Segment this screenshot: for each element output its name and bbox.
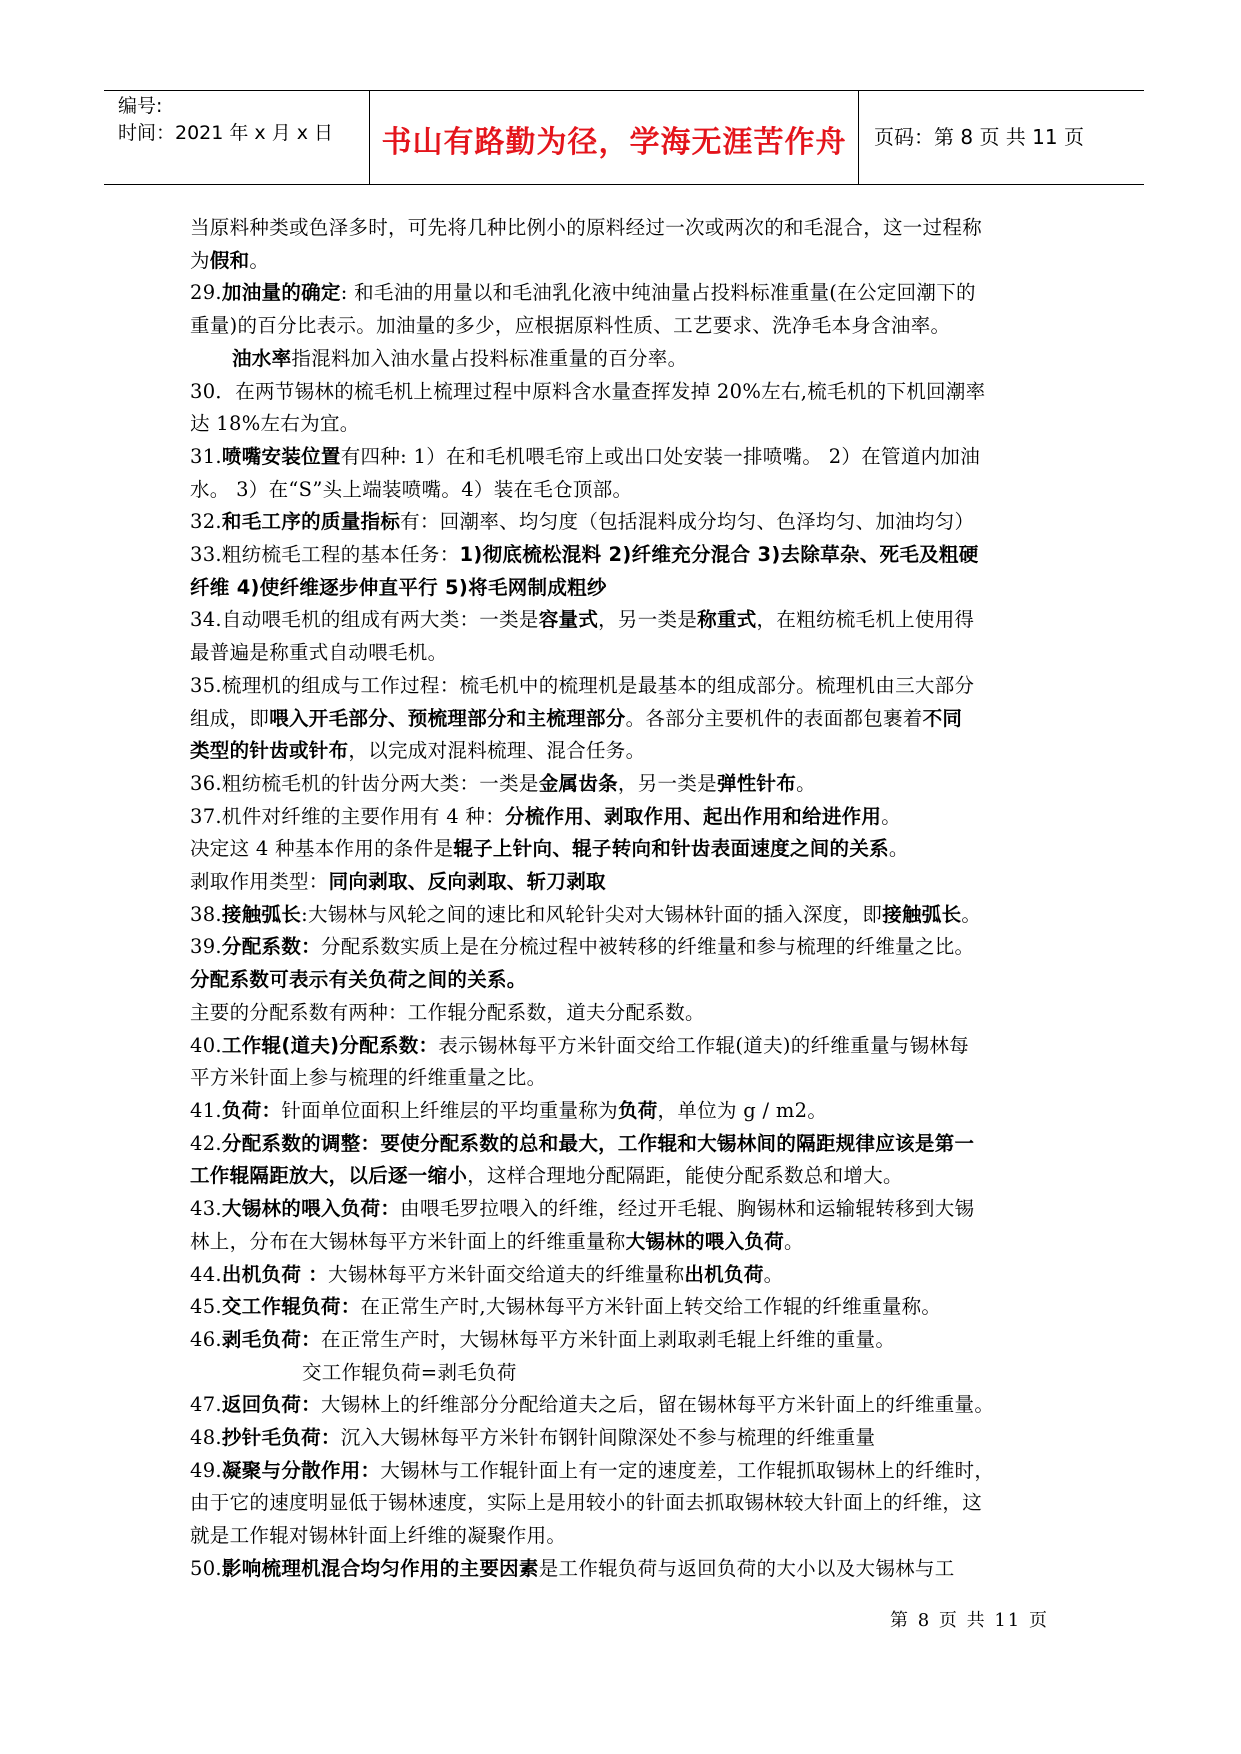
text-segment: 为 bbox=[190, 248, 210, 272]
header-meta bbox=[118, 93, 333, 147]
text-segment: 大锡林与工作辊针面上有一定的速度差，工作辊抓取锡林上的纤维时， bbox=[380, 1458, 995, 1482]
text-segment: ，以完成对混料梳理、混合任务。 bbox=[348, 739, 646, 763]
text-line bbox=[190, 1455, 1070, 1488]
text-segment: 30．在两节锡林的梳毛机上梳理过程中原料含水量查挥发掉 20%左右,梳毛机的下机回潮率 bbox=[190, 379, 986, 403]
bold-term: 喂入开毛部分、预梳理部分和主梳理部分 bbox=[269, 706, 626, 730]
text-segment: 。 bbox=[249, 248, 270, 272]
bold-term: 加油量的确定 bbox=[221, 281, 341, 305]
text-segment: 针面单位面积上纤维层的平均重量称为 bbox=[281, 1098, 618, 1122]
text-line bbox=[190, 1259, 1070, 1292]
text-line bbox=[190, 833, 1070, 866]
header-motto: 书山有路勤为径，学海无涯苦作舟 bbox=[381, 125, 847, 160]
bold-term: 出机负荷 bbox=[684, 1262, 764, 1286]
text-line bbox=[190, 1193, 1070, 1226]
text-segment: 31. bbox=[190, 444, 222, 468]
bold-term: 分配系数： bbox=[221, 935, 321, 959]
text-line bbox=[190, 1422, 1070, 1455]
text-line bbox=[190, 474, 1070, 507]
bold-term: 返回负荷： bbox=[221, 1393, 321, 1417]
text-segment: 33.粗纺梳毛工程的基本任务： bbox=[190, 543, 460, 567]
text-line bbox=[190, 376, 1070, 409]
text-line bbox=[190, 964, 1070, 997]
header-divider bbox=[858, 91, 859, 184]
text-segment: 最普遍是称重式自动喂毛机。 bbox=[190, 641, 448, 665]
bold-term: 假和 bbox=[209, 248, 250, 272]
bold-term: 出机负荷 ： bbox=[221, 1262, 329, 1286]
text-segment: 组成，即 bbox=[190, 706, 270, 730]
bold-term: 金属齿条 bbox=[538, 771, 618, 795]
bold-term: 交工作辊负荷： bbox=[221, 1295, 361, 1319]
text-segment: 有四种: 1）在和毛机喂毛帘上或出口处安装一排喷嘴。 2）在管道内加油 bbox=[340, 444, 981, 468]
bold-term: 影响梳理机混合均匀作用的主要因素 bbox=[221, 1556, 539, 1580]
text-line bbox=[190, 441, 1070, 474]
text-line bbox=[190, 343, 1070, 376]
text-segment: ，另一类是 bbox=[598, 608, 698, 632]
text-line bbox=[190, 1553, 1070, 1586]
text-segment: 49. bbox=[190, 1458, 222, 1482]
header-divider bbox=[369, 91, 370, 184]
text-line bbox=[190, 1487, 1070, 1520]
text-line bbox=[190, 310, 1070, 343]
text-segment: 。 bbox=[888, 837, 909, 861]
text-segment: 。 bbox=[961, 902, 982, 926]
bold-term: 接触弧长 bbox=[221, 902, 302, 926]
text-segment: 达 18%左右为宜。 bbox=[190, 412, 360, 436]
text-segment: 由喂毛罗拉喂入的纤维，经过开毛辊、胸锡林和运输辊转移到大锡 bbox=[400, 1197, 975, 1221]
text-segment: 44. bbox=[190, 1262, 222, 1286]
bold-term: 同向剥取、反向剥取、斩刀剥取 bbox=[328, 870, 606, 894]
bold-term: 分梳作用、剥取作用、起出作用和给进作用 bbox=[505, 804, 882, 828]
bold-term: 纤维 4)使纤维逐步伸直平行 5)将毛网制成粗纱 bbox=[190, 575, 607, 599]
text-segment: 48. bbox=[190, 1426, 222, 1450]
text-segment: 47. bbox=[190, 1393, 222, 1417]
text-segment: 交工作辊负荷=剥毛负荷 bbox=[302, 1360, 517, 1384]
text-segment: 43. bbox=[190, 1197, 222, 1221]
bold-term: 不同 bbox=[922, 706, 963, 730]
text-segment: 平方米针面上参与梳理的纤维重量之比。 bbox=[190, 1066, 547, 1090]
text-line bbox=[190, 670, 1070, 703]
text-segment: 在正常生产时，大锡林每平方米针面上剥取剥毛辊上纤维的重量。 bbox=[320, 1327, 896, 1351]
text-segment: 32. bbox=[190, 510, 222, 534]
text-segment: 37.机件对纤维的主要作用有 4 种： bbox=[190, 804, 506, 828]
text-line bbox=[190, 703, 1070, 736]
bold-term: 接触弧长 bbox=[882, 902, 962, 926]
text-line bbox=[190, 1062, 1070, 1095]
text-segment: 主要的分配系数有两种：工作辊分配系数，道夫分配系数。 bbox=[190, 1000, 705, 1024]
text-segment: 决定这 4 种基本作用的条件是 bbox=[190, 837, 454, 861]
text-line bbox=[190, 1160, 1070, 1193]
text-line bbox=[190, 637, 1070, 670]
text-segment: 就是工作辊对锡林针面上纤维的凝聚作用。 bbox=[190, 1524, 567, 1548]
text-line bbox=[190, 506, 1070, 539]
bold-term: 容量式 bbox=[538, 608, 599, 632]
text-segment: : 和毛油的用量以和毛油乳化液中纯油量占投料标准重量(在公定回潮下的 bbox=[340, 281, 976, 305]
text-segment: 。 bbox=[784, 1229, 804, 1253]
text-segment: 46. bbox=[190, 1327, 222, 1351]
page-header bbox=[104, 90, 1144, 185]
text-segment: 由于它的速度明显低于锡林速度，实际上是用较小的针面去抓取锡林较大针面上的纤维，这 bbox=[190, 1491, 983, 1515]
text-line bbox=[190, 768, 1070, 801]
text-segment: 34.自动喂毛机的组成有两大类：一类是 bbox=[190, 608, 539, 632]
text-segment: 剥取作用类型： bbox=[190, 870, 329, 894]
text-line bbox=[190, 1226, 1070, 1259]
bold-term: 弹性针布 bbox=[716, 771, 797, 795]
text-segment: 41. bbox=[190, 1098, 222, 1122]
text-line bbox=[190, 245, 1070, 278]
text-segment: 当原料种类或色泽多时，可先将几种比例小的原料经过一次或两次的和毛混合，这一过程称 bbox=[190, 216, 983, 239]
text-segment: :大锡林与风轮之间的速比和风轮针尖对大锡林针面的插入深度，即 bbox=[301, 902, 883, 926]
text-line bbox=[190, 1324, 1070, 1357]
text-segment: 在正常生产时,大锡林每平方米针面上转交给工作辊的纤维重量称。 bbox=[360, 1295, 942, 1319]
number-label: 编号: bbox=[118, 95, 163, 117]
text-segment: 有：回潮率、均匀度（包括混料成分均匀、色泽均匀、加油均匀） bbox=[400, 510, 975, 534]
text-line bbox=[190, 801, 1070, 834]
bold-term: 大锡林的喂入负荷 bbox=[625, 1229, 785, 1253]
text-line bbox=[190, 1291, 1070, 1324]
text-segment: 50. bbox=[190, 1556, 222, 1580]
text-line bbox=[190, 1357, 1070, 1390]
text-segment: 大锡林上的纤维部分分配给道夫之后，留在锡林每平方米针面上的纤维重量。 bbox=[320, 1393, 995, 1417]
text-segment: 。各部分主要机件的表面都包裹着 bbox=[625, 706, 923, 730]
text-line bbox=[190, 408, 1070, 441]
text-segment: 38. bbox=[190, 902, 222, 926]
bold-term: 1)彻底梳松混料 2)纤维充分混合 3)去除草杂、死毛及粗硬 bbox=[459, 543, 979, 567]
text-line bbox=[190, 931, 1070, 964]
text-segment: 沉入大锡林每平方米针布钢针间隙深处不参与梳理的纤维重量 bbox=[340, 1426, 876, 1450]
text-segment: 。 bbox=[763, 1262, 784, 1286]
text-segment: 。 bbox=[796, 771, 816, 795]
bold-term: 称重式 bbox=[697, 608, 757, 632]
text-segment: 40. bbox=[190, 1033, 222, 1057]
bold-term: 工作辊(道夫)分配系数： bbox=[221, 1033, 439, 1057]
bold-term: 抄针毛负荷： bbox=[221, 1426, 341, 1450]
text-segment: ，这样合理地分配隔距，能使分配系数总和增大。 bbox=[467, 1164, 903, 1188]
bold-term: 类型的针齿或针布 bbox=[190, 739, 349, 763]
bold-term: 辊子上针向、辊子转向和针齿表面速度之间的关系 bbox=[453, 837, 889, 861]
page-footer: 第 8 页 共 11 页 bbox=[890, 1610, 1049, 1631]
text-line bbox=[190, 1128, 1070, 1161]
bold-term: 大锡林的喂入负荷： bbox=[221, 1197, 401, 1221]
document-body bbox=[190, 212, 1070, 1586]
bold-term: 分配系数可表示有关负荷之间的关系。 bbox=[190, 968, 527, 992]
text-segment: ，另一类是 bbox=[617, 771, 717, 795]
bold-term: 分配系数的调整：要使分配系数的总和最大，工作辊和大锡林间的隔距规律应该是第一 bbox=[221, 1131, 975, 1155]
text-line bbox=[190, 1030, 1070, 1063]
text-segment: 水。 3）在“S”头上端装喷嘴。4）装在毛仓顶部。 bbox=[190, 477, 633, 501]
text-line bbox=[190, 212, 1070, 245]
text-line bbox=[190, 1520, 1070, 1553]
text-segment: 45. bbox=[190, 1295, 222, 1319]
bold-term: 负荷 bbox=[617, 1098, 658, 1122]
text-segment: 35.梳理机的组成与工作过程：梳毛机中的梳理机是最基本的组成部分。梳理机由三大部分 bbox=[190, 673, 975, 697]
text-segment: 重量)的百分比表示。加油量的多少，应根据原料性质、工艺要求、洗净毛本身含油率。 bbox=[190, 314, 951, 338]
text-segment: 36.粗纺梳毛机的针齿分两大类：一类是 bbox=[190, 771, 539, 795]
time-label: 时间：2021 年 x 月 x 日 bbox=[118, 122, 334, 144]
text-segment: 表示锡林每平方米针面交给工作辊(道夫)的纤维重量与锡林每 bbox=[438, 1033, 969, 1057]
text-line bbox=[190, 277, 1070, 310]
text-segment: 分配系数实质上是在分梳过程中被转移的纤维量和参与梳理的纤维量之比。 bbox=[320, 935, 975, 959]
text-segment: 29. bbox=[190, 281, 222, 305]
bold-term: 和毛工序的质量指标 bbox=[221, 510, 401, 534]
text-segment: 林上，分布在大锡林每平方米针面上的纤维重量称 bbox=[190, 1229, 626, 1253]
text-segment: 39. bbox=[190, 935, 222, 959]
text-segment: ，单位为 g / m2。 bbox=[657, 1098, 828, 1122]
text-segment: 。 bbox=[881, 804, 902, 828]
text-segment: 42. bbox=[190, 1131, 222, 1155]
bold-term: 喷嘴安装位置 bbox=[221, 444, 341, 468]
text-segment: 指混料加入油水量占投料标准重量的百分率。 bbox=[291, 346, 688, 370]
header-page-label: 页码：第 8 页 共 11 页 bbox=[874, 125, 1084, 149]
text-segment: 大锡林每平方米针面交给道夫的纤维量称 bbox=[328, 1262, 685, 1286]
text-line bbox=[190, 735, 1070, 768]
bold-term: 剥毛负荷： bbox=[221, 1327, 321, 1351]
text-line bbox=[190, 1389, 1070, 1422]
text-line bbox=[190, 997, 1070, 1030]
bold-term: 凝聚与分散作用： bbox=[221, 1458, 381, 1482]
text-line bbox=[190, 1095, 1070, 1128]
bold-term: 负荷： bbox=[221, 1098, 282, 1122]
bold-term: 工作辊隔距放大，以后逐一缩小 bbox=[190, 1164, 468, 1188]
text-line bbox=[190, 899, 1070, 932]
text-line bbox=[190, 604, 1070, 637]
text-segment: ，在粗纺梳毛机上使用得 bbox=[756, 608, 975, 632]
text-line bbox=[190, 572, 1070, 605]
bold-term: 油水率 bbox=[232, 346, 292, 370]
text-line bbox=[190, 539, 1070, 572]
text-segment: 是工作辊负荷与返回负荷的大小以及大锡林与工 bbox=[538, 1556, 955, 1580]
text-line bbox=[190, 866, 1070, 899]
